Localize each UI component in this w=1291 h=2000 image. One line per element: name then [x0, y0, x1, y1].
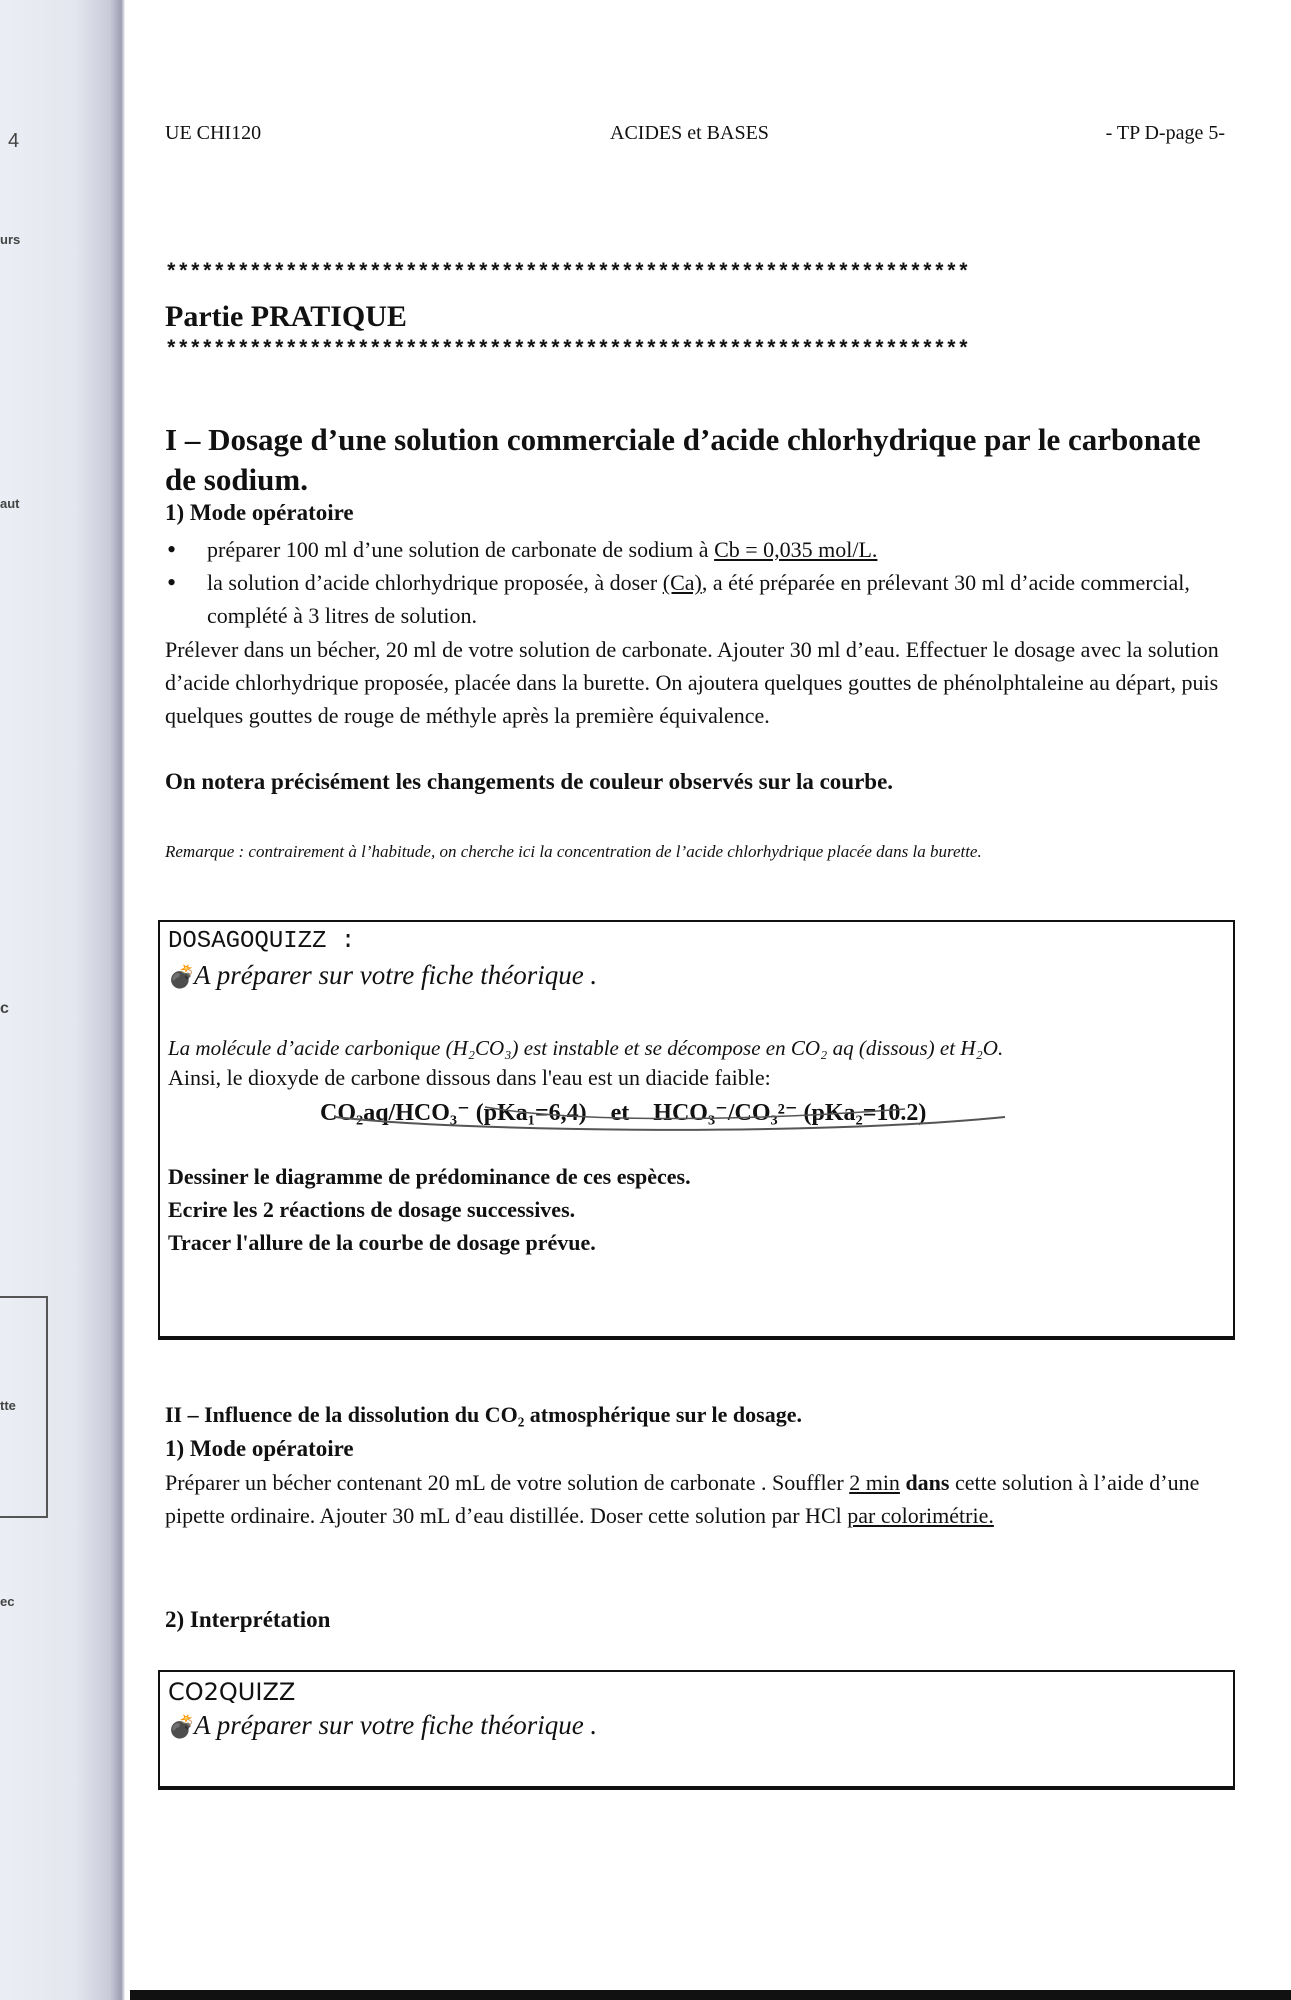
- adjacent-page-margin: [0, 0, 125, 2000]
- procedure-paragraph: Prélever dans un bécher, 20 ml de votre solution de carbonate. Ajouter 30 ml d’eau. Effectuer le dosage avec la solution d’acide chlorhydrique proposée, placée dans la burette. On ajoutera quelques gouttes de phénolphtaleine au départ, puis quelques gouttes de rouge de méthyle après la première équivalence.: [165, 637, 1219, 728]
- cb-value: Cb = 0,035 mol/L.: [714, 537, 878, 562]
- quiz-subtitle: 💣A préparer sur votre fiche théorique .: [168, 1710, 598, 1740]
- section2-title: II – Influence de la dissolution du CO₂ atmosphérique sur le dosage.: [165, 1402, 802, 1427]
- margin-fragment: c: [0, 1000, 9, 1017]
- couple-connector: et: [610, 1100, 630, 1126]
- task-item: Tracer l'allure de la courbe de dosage prévue.: [168, 1230, 596, 1255]
- section2-subheading-2: 2) Interprétation: [165, 1607, 331, 1632]
- page-number: - TP D-page 5-: [1105, 122, 1225, 144]
- section2-subheading: 1) Mode opératoire: [165, 1436, 354, 1461]
- bomb-icon: 💣: [168, 1714, 196, 1739]
- margin-fragment: urs: [0, 232, 21, 247]
- section2-paragraph: Préparer un bécher contenant 20 mL de votre solution de carbonate . Souffler 2 min dans cette solution à l’aide d’une pipette ordinaire. Ajouter 30 mL d’eau distillée. Doser cette solution par HCl par colorimétrie.: [165, 1470, 1200, 1528]
- star-separator-top: *******************************************************************: [165, 262, 970, 285]
- margin-fragment: ec: [0, 1594, 15, 1609]
- task-item: Dessiner le diagramme de prédominance de ces espèces.: [168, 1164, 691, 1189]
- emphasis-note: On notera précisément les changements de couleur observés sur la courbe.: [165, 769, 894, 794]
- section1-subheading: 1) Mode opératoire: [165, 500, 354, 525]
- quiz-title: CO2QUIZZ: [168, 1678, 296, 1706]
- bomb-icon: 💣: [168, 964, 196, 989]
- remark: Remarque : contrairement à l’habitude, on cherche ici la concentration de l’acide chlorhydrique placée dans la burette.: [165, 842, 982, 861]
- quiz-intro: Ainsi, le dioxyde de carbone dissous dans l'eau est un diacide faible:: [168, 1065, 771, 1090]
- couple-2: HCO₃⁻/CO₃²⁻ (pKa₂=10.2): [653, 1100, 927, 1126]
- page-bottom-edge: [130, 1990, 1291, 2000]
- task-item: Ecrire les 2 réactions de dosage successives.: [168, 1197, 576, 1222]
- ca-variable: (Ca): [662, 570, 702, 595]
- adjacent-page-box: [0, 1296, 48, 1518]
- list-item: • préparer 100 ml d’une solution de carbonate de sodium à Cb = 0,035 mol/L.: [165, 533, 1225, 566]
- co2quizz-box: [158, 1670, 1235, 1790]
- part-title: Partie PRATIQUE: [165, 300, 407, 333]
- course-code: UE CHI120: [165, 122, 262, 144]
- margin-fragment: aut: [0, 496, 20, 511]
- quiz-tasks: [168, 1160, 691, 1259]
- quiz-title: DOSAGOQUIZZ :: [168, 928, 356, 955]
- couple-1: CO₂aq/HCO₃⁻ (pKa₁=6,4): [320, 1100, 587, 1126]
- handwritten-underline: [305, 1103, 1065, 1138]
- margin-fragment: 4: [8, 130, 20, 152]
- procedure-list: [165, 533, 1225, 632]
- subject-title: ACIDES et BASES: [610, 122, 769, 144]
- list-item: • la solution d’acide chlorhydrique proposée, à doser (Ca), a été préparée en prélevant 30 ml d’acide commercial, complété à 3 litres de solution.: [165, 566, 1225, 632]
- star-separator-bottom: *******************************************************************: [165, 339, 970, 362]
- section1-title: I – Dosage d’une solution commerciale d’acide chlorhydrique par le carbonate de sodium.: [165, 422, 1201, 497]
- quiz-subtitle: 💣A préparer sur votre fiche théorique .: [168, 960, 598, 990]
- margin-fragment: tte: [0, 1398, 16, 1413]
- quiz-intro-italic: La molécule d’acide carbonique (H₂CO₃) est instable et se décompose en CO₂ aq (dissous) et H₂O.: [168, 1036, 1004, 1060]
